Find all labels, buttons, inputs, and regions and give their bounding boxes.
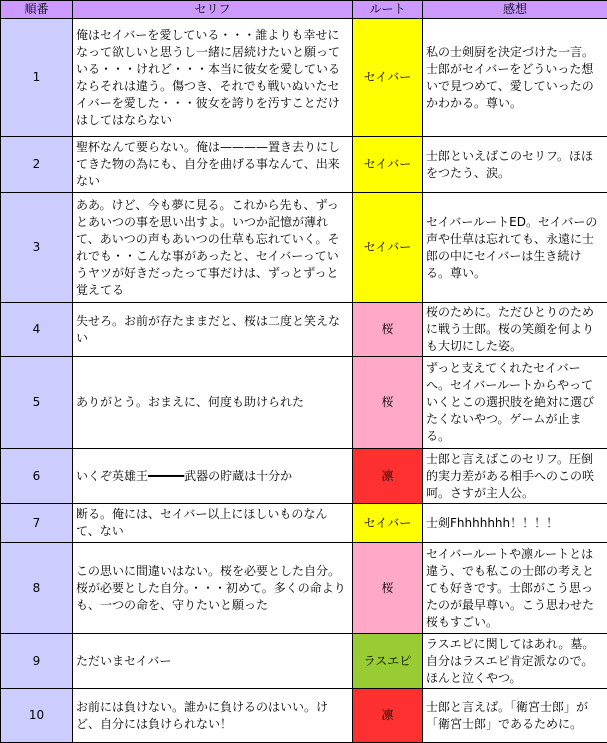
header-line: セリフ <box>73 1 353 19</box>
table-row <box>1 357 607 449</box>
row-number: 10 <box>1 689 73 743</box>
row-route: 桜 <box>353 543 423 634</box>
row-number: 7 <box>1 504 73 543</box>
header-route: ルート <box>353 1 423 19</box>
table-row <box>1 137 607 193</box>
row-number: 4 <box>1 303 73 357</box>
row-route: ラスエピ <box>353 634 423 689</box>
row-impression: 士郎と言えばこのセリフ。圧倒的実力差がある相手へのこの咲呵。さすが主人公。 <box>423 449 607 504</box>
table-row <box>1 19 607 137</box>
row-impression: ラスエピに関してはあれ。墓。自分はラスエピ肯定派なので。ほんと泣くやつ。 <box>423 634 607 689</box>
row-line: 聖杯なんて要らない。俺は————置き去りにしてきた物の為にも、自分を曲げる事なんて、出来ない <box>73 137 353 193</box>
row-line: ああ。けど、今も夢に見る。これから先も、ずっとあいつの事を思い出すよ。いつか記憶が薄れて、あいつの声もあいつの仕草も忘れていく。それでも・・こんな事があったと、セイバーっていうヤツが好きだったって事だけは、ずっとずっと覚えてる <box>73 193 353 303</box>
row-number: 9 <box>1 634 73 689</box>
row-route: セイバー <box>353 504 423 543</box>
row-impression: 士郎といえばこのセリフ。ほほをつたう、涙。 <box>423 137 607 193</box>
table-row <box>1 193 607 303</box>
header-row <box>1 1 607 19</box>
table-row <box>1 449 607 504</box>
row-line: お前には負けない。誰かに負けるのはいい。けど、自分には負けられない！ <box>73 689 353 743</box>
row-route: セイバー <box>353 193 423 303</box>
row-impression: 私の士剣厨を決定づけた一言。士郎がセイバーをどういった想いで見つめて、愛していったのかわかる。尊い。 <box>423 19 607 137</box>
table-row <box>1 504 607 543</box>
row-number: 2 <box>1 137 73 193</box>
row-route: セイバー <box>353 19 423 137</box>
row-impression: セイバールートED。セイバーの声や仕草は忘れても、永遠に士郎の中にセイバーは生き続ける。尊い。 <box>423 193 607 303</box>
row-impression: ずっと支えてくれたセイバーへ。セイバールートからやっていくとこの選択肢を絶対に選びたくないやつ。ゲームが止まる。 <box>423 357 607 449</box>
table-row <box>1 303 607 357</box>
row-route: セイバー <box>353 137 423 193</box>
row-route: 桜 <box>353 357 423 449</box>
table-row <box>1 634 607 689</box>
header-number: 順番 <box>1 1 73 19</box>
row-impression: セイバールートや凛ルートとは違う、でも私この士郎の考えとても好きです。士郎がこう思ったのが最早尊い。こう思わせた桜もすごい。 <box>423 543 607 634</box>
row-number: 3 <box>1 193 73 303</box>
row-impression: 士郎と言えば。「衛宮士郎」が「衛宮士郎」であるために。 <box>423 689 607 743</box>
row-number: 8 <box>1 543 73 634</box>
header-impression: 感想 <box>423 1 607 19</box>
row-number: 1 <box>1 19 73 137</box>
row-line: この思いに間違いはない。桜を必要とした自分。桜が必要とした自分。・・・初めて。多くの命よりも、一つの命を、守りたいと願った <box>73 543 353 634</box>
table-row <box>1 689 607 743</box>
row-route: 桜 <box>353 303 423 357</box>
row-line: ありがとう。おまえに、何度も助けられた <box>73 357 353 449</box>
row-line: ただいまセイバー <box>73 634 353 689</box>
row-route: 凛 <box>353 449 423 504</box>
row-route: 凛 <box>353 689 423 743</box>
row-line: 失せろ。お前が存たままだと、桜は二度と笑えない <box>73 303 353 357</box>
row-number: 5 <box>1 357 73 449</box>
row-impression: 桜のために。ただひとりのために戦う士郎。桜の笑顔を何よりも大切にした姿。 <box>423 303 607 357</box>
row-number: 6 <box>1 449 73 504</box>
row-impression: 士剣Fhhhhhhh！！！！ <box>423 504 607 543</box>
row-line: いくぞ英雄王━━━━━武器の貯蔵は十分か <box>73 449 353 504</box>
table-row <box>1 543 607 634</box>
row-line: 断る。俺には、セイバー以上にほしいものなんて、ない <box>73 504 353 543</box>
row-line: 俺はセイバーを愛している・・・誰よりも幸せになって欲しいと思うし一緒に居続けたいと願っている・・・けれど・・・本当に彼女を愛しているならそれは違う。傷つき、それでも戦いぬいたセイバーを愛した・・・彼女を誇りを汚すことだけはしてはならない <box>73 19 353 137</box>
